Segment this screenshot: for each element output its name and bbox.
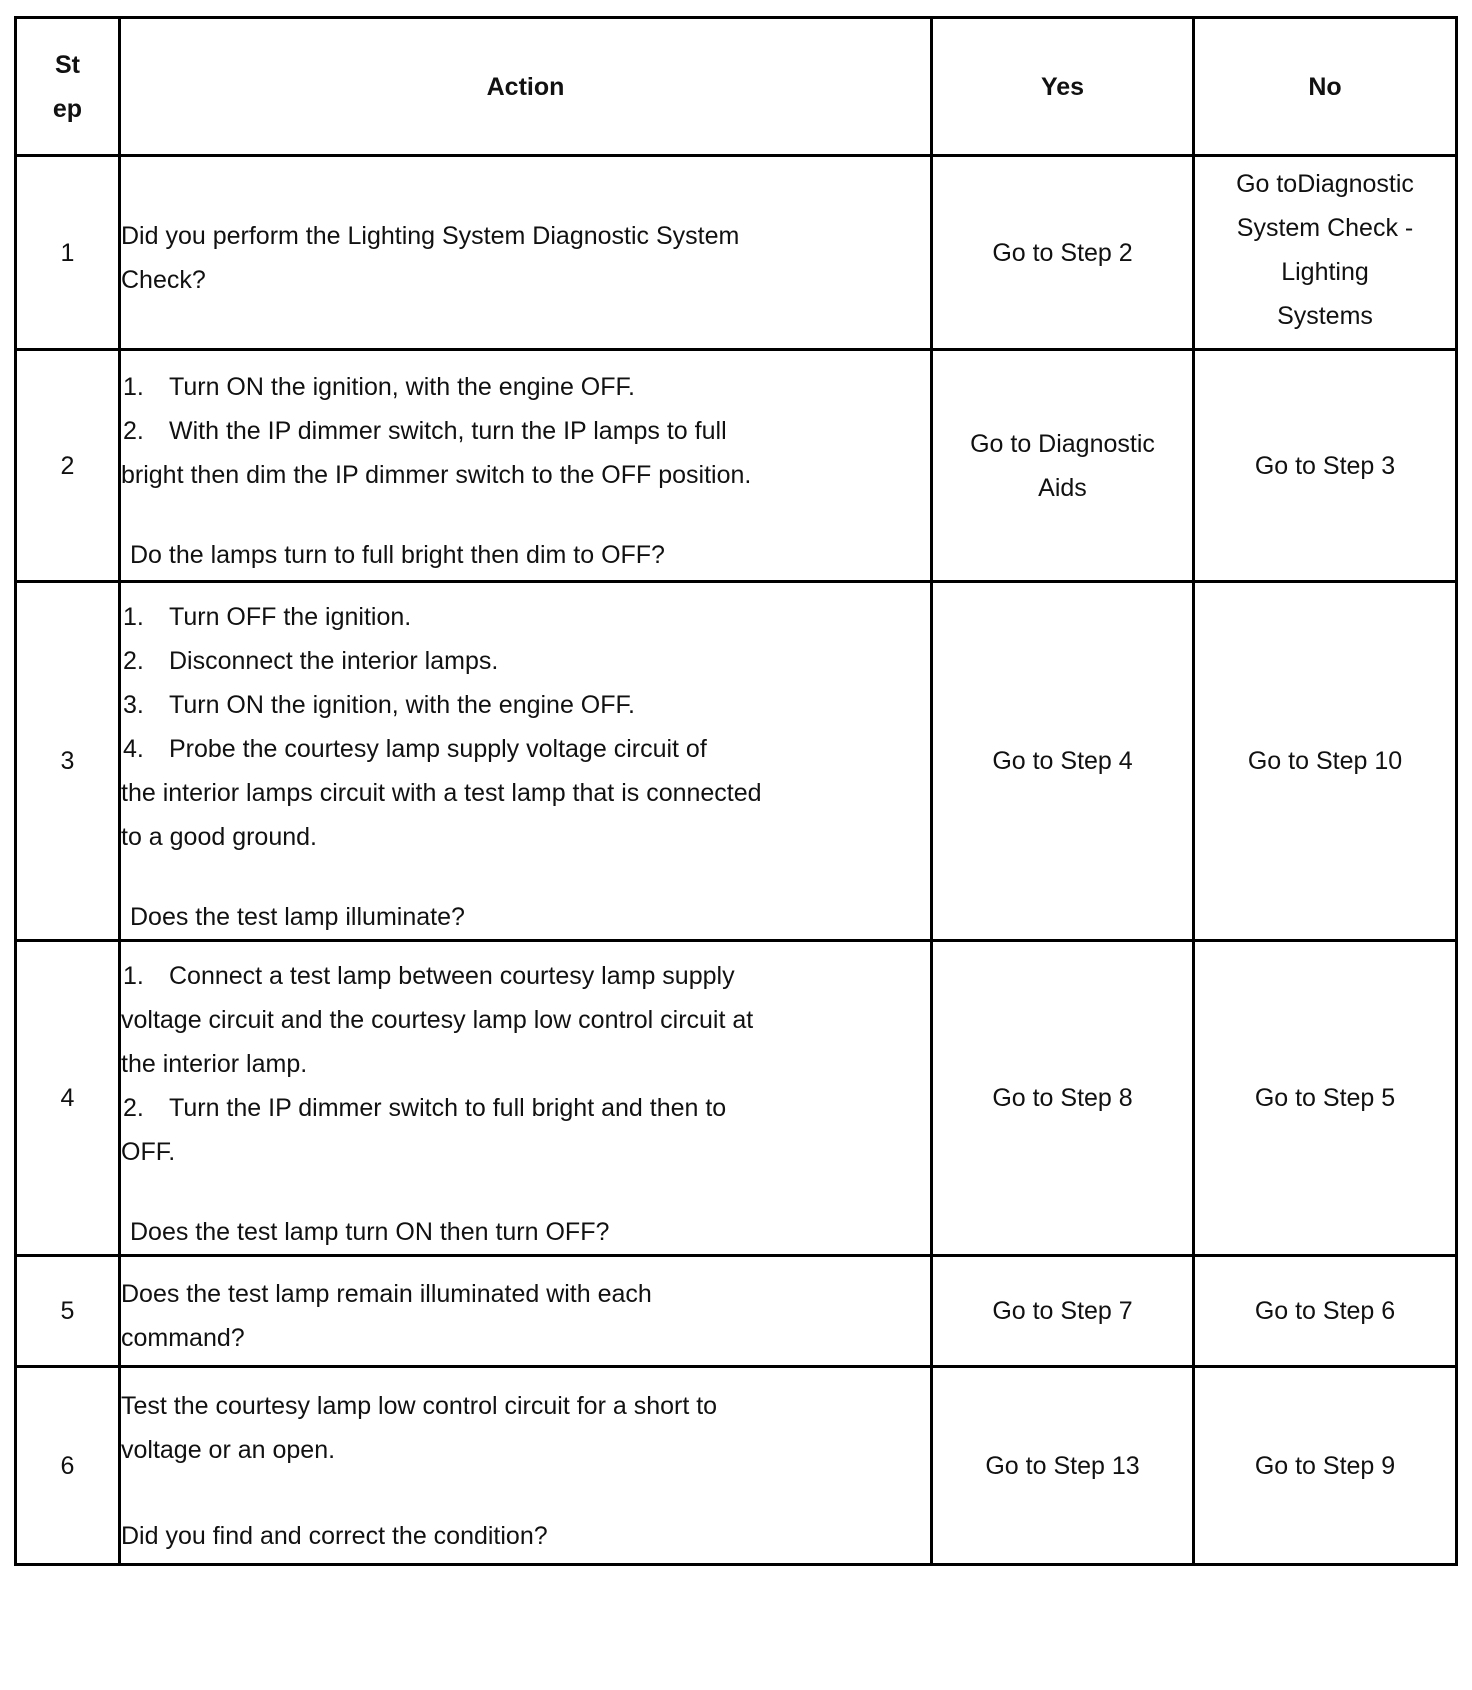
item-number: 2.: [123, 1094, 144, 1122]
no-cell: Go to Step 9: [1194, 1367, 1457, 1565]
item-text: Turn ON the ignition, with the engine OFF.: [169, 372, 635, 401]
yes-cell: Go to Step 4: [932, 582, 1194, 941]
no-cell: [1194, 156, 1457, 350]
item-text: Turn OFF the ignition.: [169, 603, 412, 631]
action-item-continued: the interior lamps circuit with a test lamp that is connected: [121, 779, 762, 807]
table-row-step-4: [16, 941, 1457, 1256]
action-text: command?: [121, 1324, 245, 1352]
action-item: [121, 727, 930, 771]
item-number: 1.: [123, 603, 144, 631]
action-item: [121, 639, 930, 683]
action-cell: [120, 941, 932, 1256]
item-text: With the IP dimmer switch, turn the IP lamps to full: [169, 416, 727, 445]
header-step-line1: St: [55, 50, 80, 79]
action-item: [121, 683, 930, 727]
action-question: Does the test lamp turn ON then turn OFF?: [130, 1218, 610, 1246]
spacer: [121, 497, 930, 533]
action-item: [121, 365, 930, 409]
step-number: 1: [16, 156, 120, 350]
table-row-step-6: [16, 1367, 1457, 1565]
step-number: 5: [16, 1256, 120, 1367]
action-item: [121, 595, 930, 639]
yes-text: Aids: [1038, 473, 1087, 502]
header-no: No: [1194, 18, 1457, 156]
item-number: 1.: [123, 962, 144, 990]
action-cell: [120, 1367, 932, 1565]
item-text: Turn the IP dimmer switch to full bright and then to: [169, 1094, 727, 1122]
action-cell: [120, 1256, 932, 1367]
item-number: 2.: [123, 647, 144, 675]
table-row-step-3: [16, 582, 1457, 941]
item-text: Disconnect the interior lamps.: [169, 647, 499, 675]
no-text: Systems: [1277, 301, 1373, 330]
spacer: [121, 1472, 930, 1514]
step-number: 2: [16, 350, 120, 582]
action-text: voltage or an open.: [121, 1435, 336, 1464]
no-cell: Go to Step 6: [1194, 1256, 1457, 1367]
item-number: 1.: [123, 372, 144, 401]
action-question: Do the lamps turn to full bright then dim to OFF?: [130, 540, 665, 569]
step-number: 3: [16, 582, 120, 941]
action-item-continued: voltage circuit and the courtesy lamp low control circuit at: [121, 1006, 754, 1034]
table-row-step-1: [16, 156, 1457, 350]
no-text: Go toDiagnostic: [1236, 169, 1414, 198]
spacer: [121, 859, 930, 895]
no-cell: Go to Step 5: [1194, 941, 1457, 1256]
action-item-continued: the interior lamp.: [121, 1050, 308, 1078]
action-text: Check?: [121, 265, 206, 294]
no-cell: Go to Step 3: [1194, 350, 1457, 582]
table-row-step-5: [16, 1256, 1457, 1367]
header-step: [16, 18, 120, 156]
header-step-line2: ep: [52, 94, 83, 123]
yes-cell: Go to Step 8: [932, 941, 1194, 1256]
yes-cell: Go to Step 13: [932, 1367, 1194, 1565]
action-cell: [120, 582, 932, 941]
action-text: Does the test lamp remain illuminated with each: [121, 1280, 652, 1308]
action-item-continued: to a good ground.: [121, 823, 317, 851]
action-question: Does the test lamp illuminate?: [130, 903, 465, 931]
action-item-continued: bright then dim the IP dimmer switch to the OFF position.: [121, 460, 752, 489]
yes-text: Go to Diagnostic: [970, 429, 1155, 458]
yes-cell: Go to Step 7: [932, 1256, 1194, 1367]
action-cell: [120, 156, 932, 350]
action-item: [121, 1086, 930, 1130]
item-number: 2.: [123, 416, 144, 445]
header-yes: Yes: [932, 18, 1194, 156]
action-text: Did you perform the Lighting System Diagnostic System: [121, 221, 740, 250]
item-text: Connect a test lamp between courtesy lamp supply: [169, 962, 735, 990]
diagnostic-table: [14, 16, 1458, 1566]
step-number: 4: [16, 941, 120, 1256]
action-item-continued: OFF.: [121, 1138, 176, 1166]
action-item: [121, 954, 930, 998]
action-text: Test the courtesy lamp low control circuit for a short to: [121, 1391, 718, 1420]
yes-cell: [932, 350, 1194, 582]
action-cell: [120, 350, 932, 582]
item-number: 4.: [123, 735, 144, 763]
action-question: Did you find and correct the condition?: [121, 1521, 548, 1550]
no-text: System Check -: [1236, 213, 1414, 242]
item-text: Turn ON the ignition, with the engine OFF.: [169, 691, 635, 719]
diagnostic-table-container: [14, 16, 1458, 1566]
item-text: Probe the courtesy lamp supply voltage circuit of: [169, 735, 707, 763]
table-row-step-2: [16, 350, 1457, 582]
yes-cell: Go to Step 2: [932, 156, 1194, 350]
header-row: [16, 18, 1457, 156]
no-text: Lighting: [1281, 257, 1369, 286]
spacer: [121, 1174, 930, 1210]
step-number: 6: [16, 1367, 120, 1565]
item-number: 3.: [123, 691, 144, 719]
header-action: Action: [120, 18, 932, 156]
action-item: [121, 409, 930, 453]
no-cell: Go to Step 10: [1194, 582, 1457, 941]
